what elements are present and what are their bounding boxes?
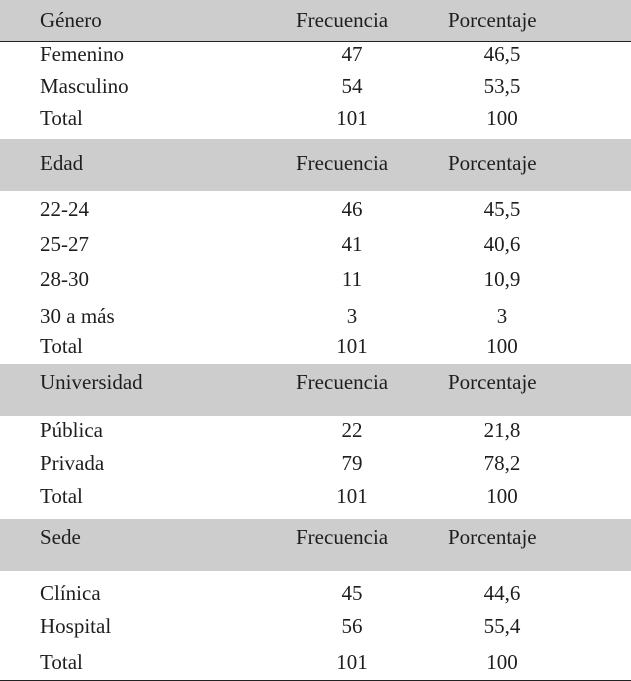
table-row [0, 232, 631, 266]
table-row [0, 197, 631, 231]
row-label: Femenino [40, 42, 124, 66]
row-percent: 45,5 [483, 197, 521, 221]
row-frequency: 45 [341, 581, 363, 605]
table-row [0, 267, 631, 301]
header-frequency: Frecuencia [296, 525, 389, 549]
row-percent: 100 [486, 106, 518, 130]
row-label: Hospital [40, 614, 112, 638]
table-row [0, 74, 631, 106]
table-row [0, 451, 631, 484]
row-percent: 21,8 [483, 418, 521, 442]
header-percent: Porcentaje [448, 151, 537, 175]
row-label: Privada [40, 451, 105, 475]
row-label: Masculino [40, 74, 129, 98]
row-frequency: 11 [341, 267, 363, 291]
row-frequency: 47 [341, 42, 363, 66]
header-percent: Porcentaje [448, 8, 537, 32]
row-frequency: 79 [341, 451, 363, 475]
header-frequency: Frecuencia [296, 8, 389, 32]
row-frequency: 46 [341, 197, 363, 221]
row-frequency: 101 [336, 106, 368, 130]
table-row [0, 614, 631, 647]
table-row [0, 304, 631, 336]
table-row [0, 418, 631, 451]
header-frequency: Frecuencia [296, 151, 389, 175]
table-row-total [0, 650, 631, 680]
row-frequency: 56 [341, 614, 363, 638]
row-percent: 46,5 [483, 42, 521, 66]
header-category: Edad [40, 151, 84, 175]
row-label: Pública [40, 418, 103, 442]
header-percent: Porcentaje [448, 370, 537, 394]
table-row [0, 42, 631, 74]
row-percent: 40,6 [483, 232, 521, 256]
table-header-row [0, 0, 631, 42]
row-percent: 100 [486, 484, 518, 508]
row-label: Total [40, 334, 83, 358]
row-percent: 100 [486, 650, 518, 674]
header-category: Género [40, 8, 102, 32]
row-frequency: 101 [336, 334, 368, 358]
table-row [0, 581, 631, 614]
row-label: 30 a más [40, 304, 115, 328]
row-percent: 10,9 [483, 267, 521, 291]
row-percent: 3 [496, 304, 508, 328]
row-label: Total [40, 106, 83, 130]
row-percent: 100 [486, 334, 518, 358]
header-percent: Porcentaje [448, 525, 537, 549]
row-label: 25-27 [40, 232, 89, 256]
section-header-row [0, 519, 631, 571]
section-header-row [0, 364, 631, 416]
row-label: Clínica [40, 581, 101, 605]
row-percent: 44,6 [483, 581, 521, 605]
row-label: 28-30 [40, 267, 89, 291]
row-label: Total [40, 650, 83, 674]
row-label: Total [40, 484, 83, 508]
row-frequency: 3 [346, 304, 358, 328]
row-percent: 55,4 [483, 614, 521, 638]
header-category: Sede [40, 525, 81, 549]
table-row-total [0, 106, 631, 138]
row-frequency: 22 [341, 418, 363, 442]
row-percent: 78,2 [483, 451, 521, 475]
table-row-total [0, 484, 631, 517]
row-frequency: 101 [336, 650, 368, 674]
header-category: Universidad [40, 370, 143, 394]
section-header-row [0, 139, 631, 191]
row-frequency: 41 [341, 232, 363, 256]
row-label: 22-24 [40, 197, 89, 221]
header-frequency: Frecuencia [296, 370, 389, 394]
row-frequency: 54 [341, 74, 363, 98]
table-row-total [0, 334, 631, 364]
row-frequency: 101 [336, 484, 368, 508]
row-percent: 53,5 [483, 74, 521, 98]
